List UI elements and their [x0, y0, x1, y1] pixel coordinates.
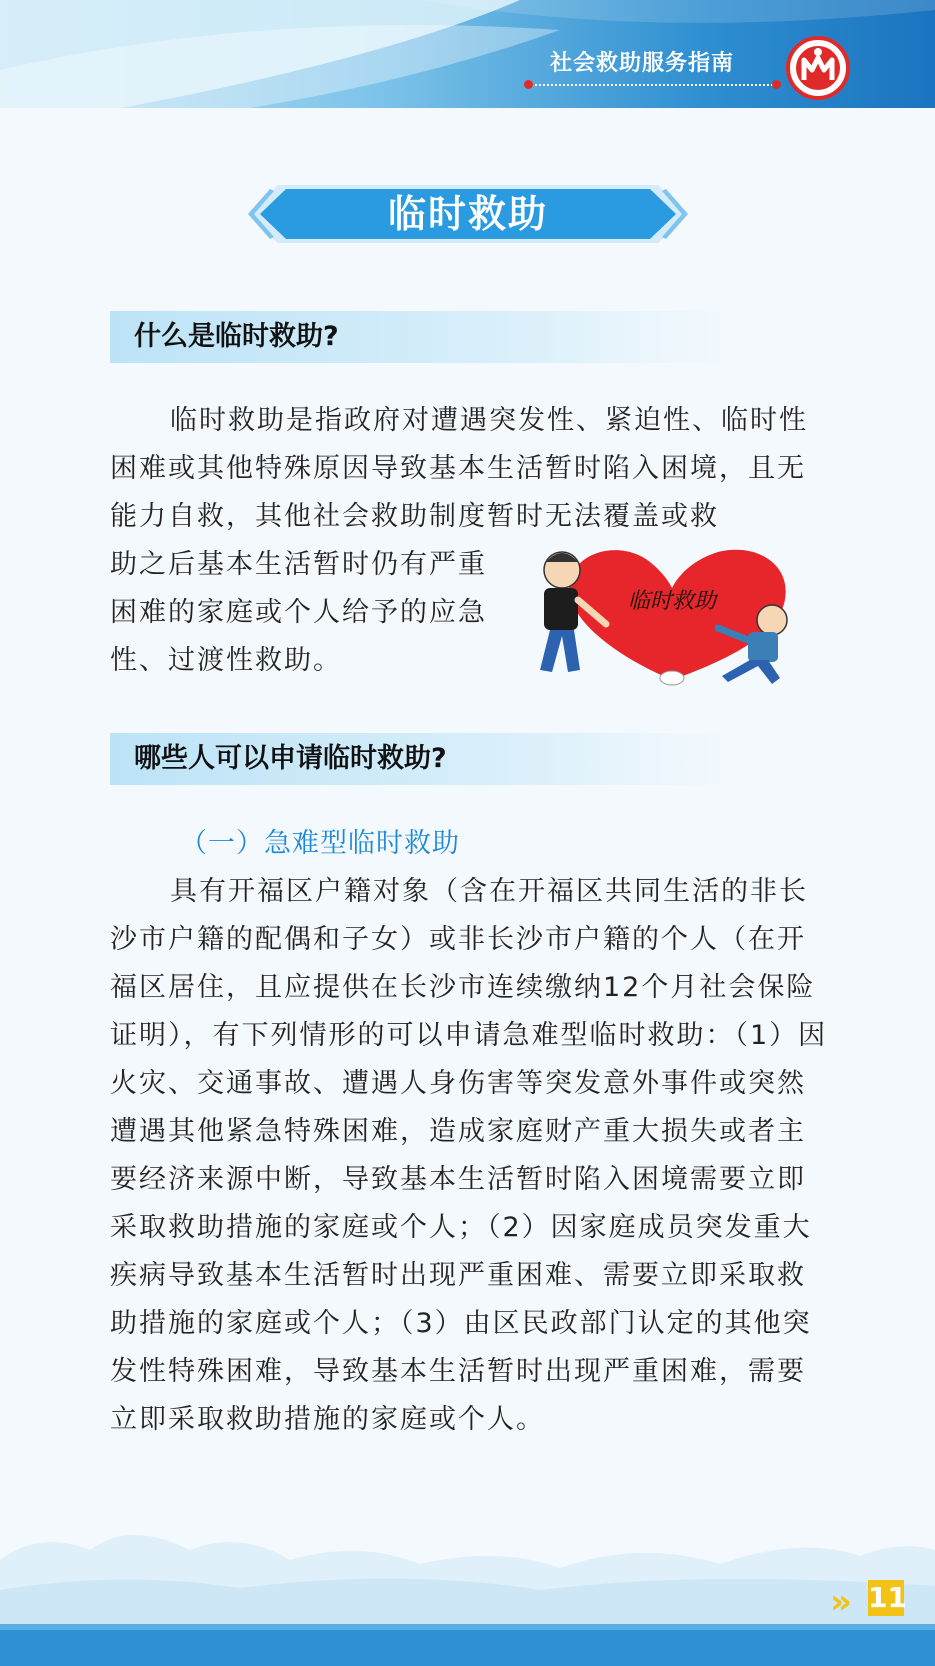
civil-affairs-emblem-icon: [786, 36, 850, 100]
section-heading-what: [110, 311, 722, 363]
header-dot-right: [772, 80, 781, 89]
header-title: 社会救助服务指南: [550, 51, 735, 76]
page-number: 11: [868, 1581, 907, 1614]
page-title: 临时救助: [387, 192, 548, 236]
definition-paragraph-continued: 助之后基本生活暂时仍有严重困难的家庭或个人给予的应急性、过渡性救助。: [110, 549, 487, 676]
section-heading-text: 什么是临时救助?: [134, 321, 339, 352]
eligibility-paragraph: 具有开福区户籍对象（含在开福区共同生活的非长沙市户籍的配偶和子女）或非长沙市户籍的个人（在开福区居住，且应提供在长沙市连续缴纳12个月社会保险证明），有下列情形的可以申请急难型临时救助：（1）因火灾、交通事故、遭遇人身伤害等突发意外事件或突然遭遇其他紧急特殊困难，造成家庭财产重大损失或者主要经济来源中断，导致基本生活暂时陷入困境需要立即采取救助措施的家庭或个人；（2）因家庭成员突发重大疾病导致基本生活暂时出现严重困难、需要立即采取救助措施的家庭或个人；（3）由区民政部门认定的其他突发性特殊困难，导致基本生活暂时出现严重困难，需要立即采取救助措施的家庭或个人。: [110, 876, 828, 1435]
heart-illustration: [522, 540, 812, 690]
definition-paragraph: 临时救助是指政府对遭遇突发性、紧迫性、临时性困难或其他特殊原因导致基本生活暂时陷入困境，且无能力自救，其他社会救助制度暂时无法覆盖或救: [110, 405, 808, 532]
subheading-emergency: （一）急难型临时救助: [180, 828, 460, 859]
header-dotted-line: [528, 84, 776, 86]
section-heading-text: 哪些人可以申请临时救助?: [134, 743, 447, 774]
heart-text: 临时救助: [627, 589, 717, 614]
footer-clouds: [0, 1520, 935, 1666]
section-heading-who: [110, 733, 722, 785]
page-header: [0, 0, 935, 108]
page-arrows-icon: »: [830, 1582, 852, 1622]
header-dot-left: [524, 80, 533, 89]
